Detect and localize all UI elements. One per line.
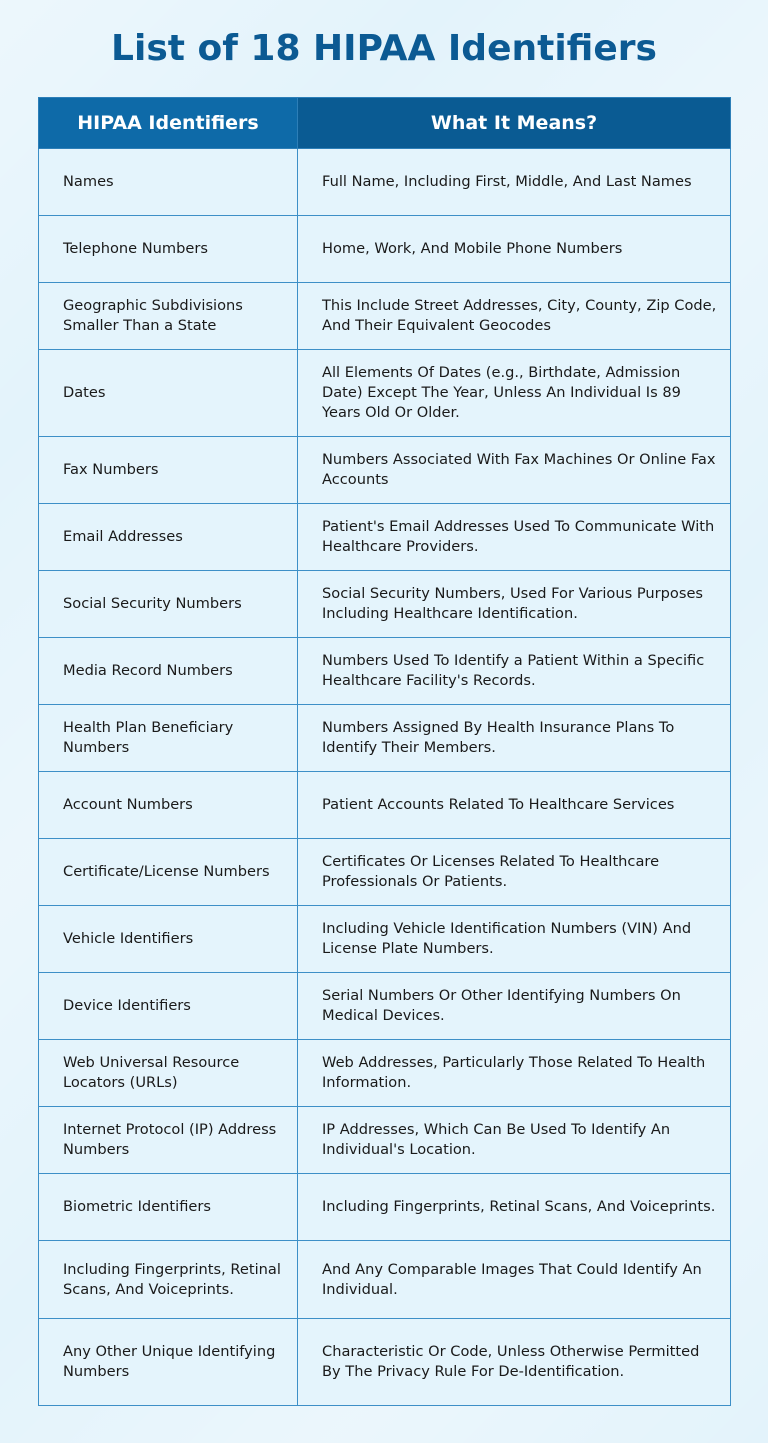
header-meaning: What It Means? xyxy=(298,98,731,149)
table-row xyxy=(39,772,731,839)
table-row xyxy=(39,571,731,638)
meaning-cell: IP Addresses, Which Can Be Used To Identify An Individual's Location. xyxy=(298,1107,731,1174)
table-row xyxy=(39,839,731,906)
meaning-cell: Serial Numbers Or Other Identifying Numbers On Medical Devices. xyxy=(298,973,731,1040)
table-row xyxy=(39,1174,731,1241)
meaning-cell: And Any Comparable Images That Could Identify An Individual. xyxy=(298,1241,731,1319)
identifier-cell: Any Other Unique Identifying Numbers xyxy=(39,1319,298,1406)
table-row xyxy=(39,350,731,437)
table-row xyxy=(39,1107,731,1174)
identifier-cell: Biometric Identifiers xyxy=(39,1174,298,1241)
table-row xyxy=(39,1040,731,1107)
identifier-cell: Health Plan Beneficiary Numbers xyxy=(39,705,298,772)
meaning-cell: Patient Accounts Related To Healthcare Services xyxy=(298,772,731,839)
meaning-cell: Web Addresses, Particularly Those Related To Health Information. xyxy=(298,1040,731,1107)
meaning-cell: Including Fingerprints, Retinal Scans, And Voiceprints. xyxy=(298,1174,731,1241)
table-row xyxy=(39,705,731,772)
identifier-cell: Device Identifiers xyxy=(39,973,298,1040)
meaning-cell: Numbers Associated With Fax Machines Or Online Fax Accounts xyxy=(298,437,731,504)
table-row xyxy=(39,906,731,973)
identifier-cell: Media Record Numbers xyxy=(39,638,298,705)
identifier-cell: Internet Protocol (IP) Address Numbers xyxy=(39,1107,298,1174)
table-header-row xyxy=(39,98,731,149)
identifier-cell: Account Numbers xyxy=(39,772,298,839)
meaning-cell: Including Vehicle Identification Numbers (VIN) And License Plate Numbers. xyxy=(298,906,731,973)
table-body xyxy=(39,149,731,1406)
meaning-cell: Numbers Used To Identify a Patient Within a Specific Healthcare Facility's Records. xyxy=(298,638,731,705)
hipaa-identifiers-table xyxy=(38,97,731,1406)
identifier-cell: Fax Numbers xyxy=(39,437,298,504)
table-row xyxy=(39,504,731,571)
table-row xyxy=(39,638,731,705)
table-row xyxy=(39,216,731,283)
identifier-cell: Including Fingerprints, Retinal Scans, And Voiceprints. xyxy=(39,1241,298,1319)
identifier-cell: Web Universal Resource Locators (URLs) xyxy=(39,1040,298,1107)
meaning-cell: Full Name, Including First, Middle, And Last Names xyxy=(298,149,731,216)
table-row xyxy=(39,437,731,504)
table-row xyxy=(39,1241,731,1319)
meaning-cell: All Elements Of Dates (e.g., Birthdate, Admission Date) Except The Year, Unless An Individual Is 89 Years Old Or Older. xyxy=(298,350,731,437)
meaning-cell: Home, Work, And Mobile Phone Numbers xyxy=(298,216,731,283)
header-identifier: HIPAA Identifiers xyxy=(39,98,298,149)
table-row xyxy=(39,1319,731,1406)
page-title: List of 18 HIPAA Identifiers xyxy=(111,28,657,69)
table-header xyxy=(39,98,731,149)
identifier-cell: Names xyxy=(39,149,298,216)
table-row xyxy=(39,973,731,1040)
meaning-cell: This Include Street Addresses, City, County, Zip Code, And Their Equivalent Geocodes xyxy=(298,283,731,350)
meaning-cell: Certificates Or Licenses Related To Healthcare Professionals Or Patients. xyxy=(298,839,731,906)
meaning-cell: Characteristic Or Code, Unless Otherwise Permitted By The Privacy Rule For De-Identification. xyxy=(298,1319,731,1406)
identifier-cell: Dates xyxy=(39,350,298,437)
table-row xyxy=(39,149,731,216)
identifier-cell: Certificate/License Numbers xyxy=(39,839,298,906)
meaning-cell: Numbers Assigned By Health Insurance Plans To Identify Their Members. xyxy=(298,705,731,772)
table-row xyxy=(39,283,731,350)
identifier-cell: Vehicle Identifiers xyxy=(39,906,298,973)
meaning-cell: Patient's Email Addresses Used To Communicate With Healthcare Providers. xyxy=(298,504,731,571)
meaning-cell: Social Security Numbers, Used For Various Purposes Including Healthcare Identification. xyxy=(298,571,731,638)
identifier-cell: Geographic Subdivisions Smaller Than a State xyxy=(39,283,298,350)
identifier-cell: Email Addresses xyxy=(39,504,298,571)
identifier-cell: Social Security Numbers xyxy=(39,571,298,638)
identifier-cell: Telephone Numbers xyxy=(39,216,298,283)
